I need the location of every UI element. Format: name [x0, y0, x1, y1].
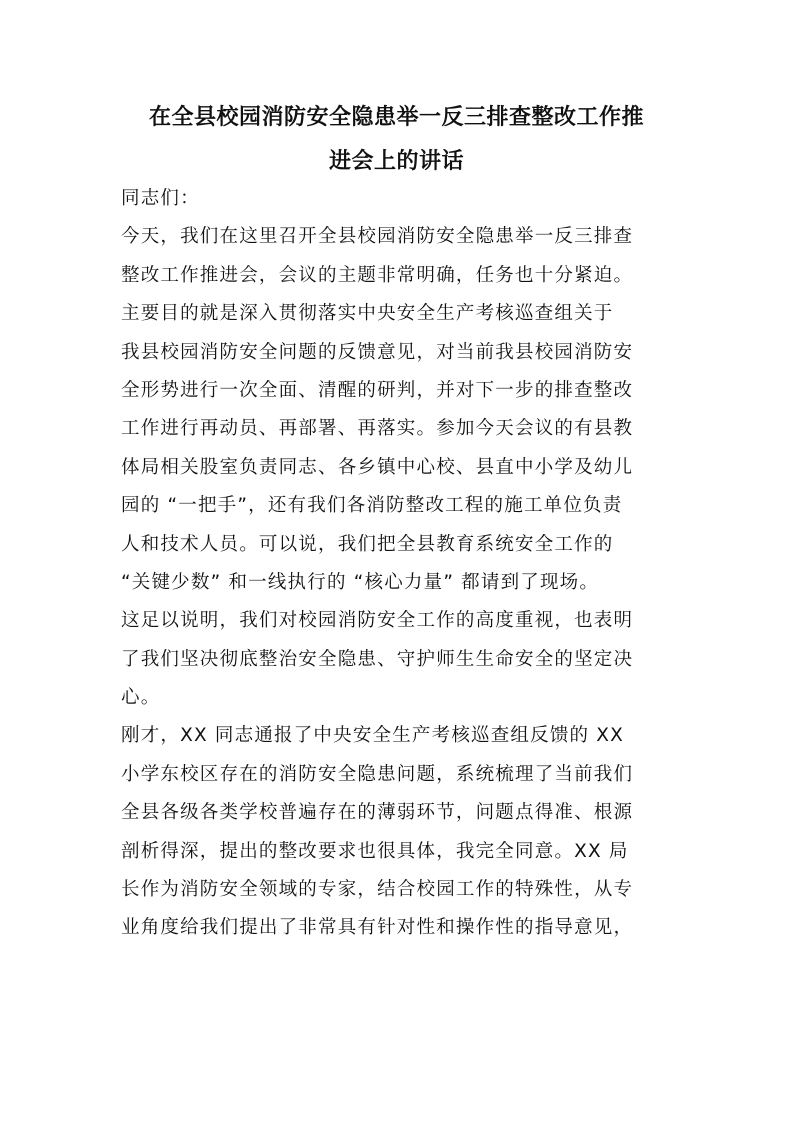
title-line: 进会上的讲话: [328, 149, 464, 174]
paragraph-line: 人和技术人员。可以说，我们把全县教育系统安全工作的: [121, 533, 614, 555]
paragraph-line: 全县各级各类学校普遍存在的薄弱环节，问题点得准、根源: [121, 802, 634, 824]
greeting: 同志们：: [121, 188, 200, 209]
paragraph-line: 小学东校区存在的消防安全隐患问题，系统梳理了当前我们: [121, 763, 634, 785]
paragraph-line: 了我们坚决彻底整治安全隐患、守护师生生命安全的坚定决: [121, 648, 634, 670]
paragraph-line: 我县校园消防安全问题的反馈意见，对当前我县校园消防安: [121, 341, 634, 363]
document-body: [121, 180, 673, 948]
paragraph-line: 工作进行再动员、再部署、再落实。参加今天会议的有县教: [121, 418, 634, 440]
title-line: 在全县校园消防安全隐患举一反三排查整改工作推: [148, 105, 644, 130]
paragraph-line: 刚才，XX 同志通报了中央安全生产考核巡查组反馈的 XX: [121, 725, 625, 747]
paragraph-line: 心。: [121, 687, 161, 709]
paragraph-line: 剖析得深，提出的整改要求也很具体，我完全同意。XX 局: [121, 840, 629, 862]
paragraph-line: 园的 “一把手”，还有我们各消防整改工程的施工单位负责: [121, 495, 623, 517]
paragraph-line: 主要目的就是深入贯彻落实中央安全生产考核巡查组关于: [121, 303, 614, 325]
paragraph-line: 整改工作推进会，会议的主题非常明确，任务也十分紧迫。: [121, 264, 634, 286]
paragraph-line: 全形势进行一次全面、清醒的研判，并对下一步的排查整改: [121, 379, 634, 401]
paragraph-2: [121, 717, 673, 947]
paragraph-line: 今天，我们在这里召开全县校园消防安全隐患举一反三排查: [121, 226, 634, 248]
document-title: [110, 96, 683, 184]
paragraph-line: “关键少数” 和一线执行的 “核心力量” 都请到了现场。: [121, 571, 600, 593]
paragraph-line: 体局相关股室负责同志、各乡镇中心校、县直中小学及幼儿: [121, 456, 634, 478]
paragraph-line: 长作为消防安全领域的专家，结合校园工作的特殊性，从专: [121, 879, 634, 901]
paragraph-1: [121, 218, 673, 717]
paragraph-line: 业角度给我们提出了非常具有针对性和操作性的指导意见，: [121, 917, 634, 939]
paragraph-line: 这足以说明，我们对校园消防安全工作的高度重视，也表明: [121, 610, 634, 632]
